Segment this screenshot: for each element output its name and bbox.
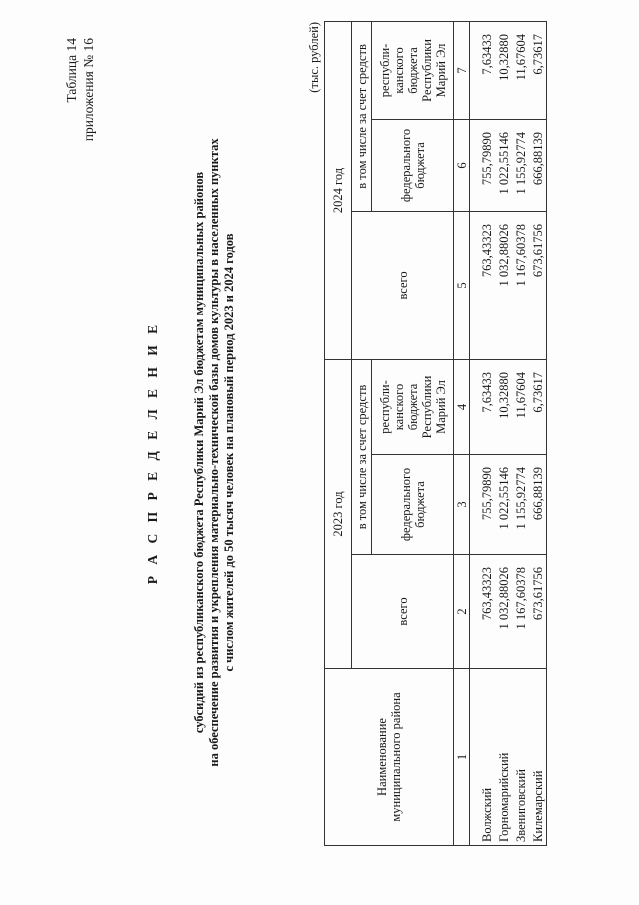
header-republic-2023: республи- канского бюджета Республики Марий Эл: [372, 359, 454, 454]
federal-2024: 1 155,92774: [512, 119, 529, 211]
total-2023: 1 167,60378: [512, 555, 529, 669]
table-row: [495, 21, 512, 845]
federal-2023: 755,79890: [470, 455, 496, 555]
header-including-2024: в том числе за счет средств: [352, 21, 372, 211]
header-year-2024: 2024 год: [325, 21, 352, 359]
subtitle-line: с числом жителей до 50 тысяч человек на плановый период 2023 и 2024 годов: [222, 233, 236, 672]
republic-2024: 11,67604: [512, 21, 529, 119]
header-republic-2024: республи- канского бюджета Республики Марий Эл: [372, 21, 454, 119]
units-label: (тыс. рублей): [307, 22, 321, 93]
document-title: Р А С П Р Е Д Е Л Е Н И Е: [145, 320, 160, 585]
total-2023: 1 032,88026: [495, 555, 512, 669]
appendix-label: приложения № 16: [81, 38, 96, 142]
header-year-2023: 2023 год: [325, 359, 352, 668]
header-total-2023: всего: [352, 555, 454, 669]
subsidy-table: [324, 21, 547, 846]
subtitle-line: субсидий из республиканского бюджета Республики Марий Эл бюджетам муниципальных районов: [192, 171, 206, 734]
header-including-2023: в том числе за счет средств: [352, 359, 372, 554]
republic-2023: 6,73617: [529, 359, 547, 454]
header-federal-2023: федерального бюджета: [372, 455, 454, 555]
table-row: [529, 21, 547, 845]
total-2024: 1 167,60378: [512, 211, 529, 359]
district-name: Волжский: [470, 669, 496, 846]
column-number: 1: [454, 669, 470, 846]
header-total-2024: всего: [352, 211, 454, 359]
column-number: 5: [454, 211, 470, 359]
column-number: 7: [454, 21, 470, 119]
federal-2024: 755,79890: [470, 119, 496, 211]
federal-2023: 1 022,55146: [495, 455, 512, 555]
total-2024: 1 032,88026: [495, 211, 512, 359]
district-name: Звениговский: [512, 669, 529, 846]
republic-2024: 7,63433: [470, 21, 496, 119]
republic-2024: 6,73617: [529, 21, 547, 119]
table-row: [470, 21, 496, 845]
table-row: [512, 21, 529, 845]
total-2024: 673,61756: [529, 211, 547, 359]
column-number: 3: [454, 455, 470, 555]
republic-2023: 10,32880: [495, 359, 512, 454]
table-number-block: [63, 38, 97, 141]
header-municipal-district: Наименование муниципального района: [325, 669, 454, 846]
total-2024: 763,43323: [470, 211, 496, 359]
district-name: Килемарский: [529, 669, 547, 846]
column-number: 4: [454, 359, 470, 454]
document-subtitle: [192, 0, 237, 905]
republic-2023: 7,63433: [470, 359, 496, 454]
district-name: Горномарийский: [495, 669, 512, 846]
table-label: Таблица 14: [64, 38, 79, 103]
republic-2023: 11,67604: [512, 359, 529, 454]
header-federal-2024: федерального бюджета: [372, 119, 454, 211]
republic-2024: 10,32880: [495, 21, 512, 119]
federal-2024: 1 022,55146: [495, 119, 512, 211]
total-2023: 763,43323: [470, 555, 496, 669]
federal-2023: 666,88139: [529, 455, 547, 555]
column-number: 2: [454, 555, 470, 669]
column-number: 6: [454, 119, 470, 211]
federal-2024: 666,88139: [529, 119, 547, 211]
total-2023: 673,61756: [529, 555, 547, 669]
column-number-row: [454, 21, 470, 845]
subtitle-line: на обеспечение развития и укрепления материально-технической базы домов культуры в населенных пунктах: [207, 138, 221, 767]
federal-2023: 1 155,92774: [512, 455, 529, 555]
